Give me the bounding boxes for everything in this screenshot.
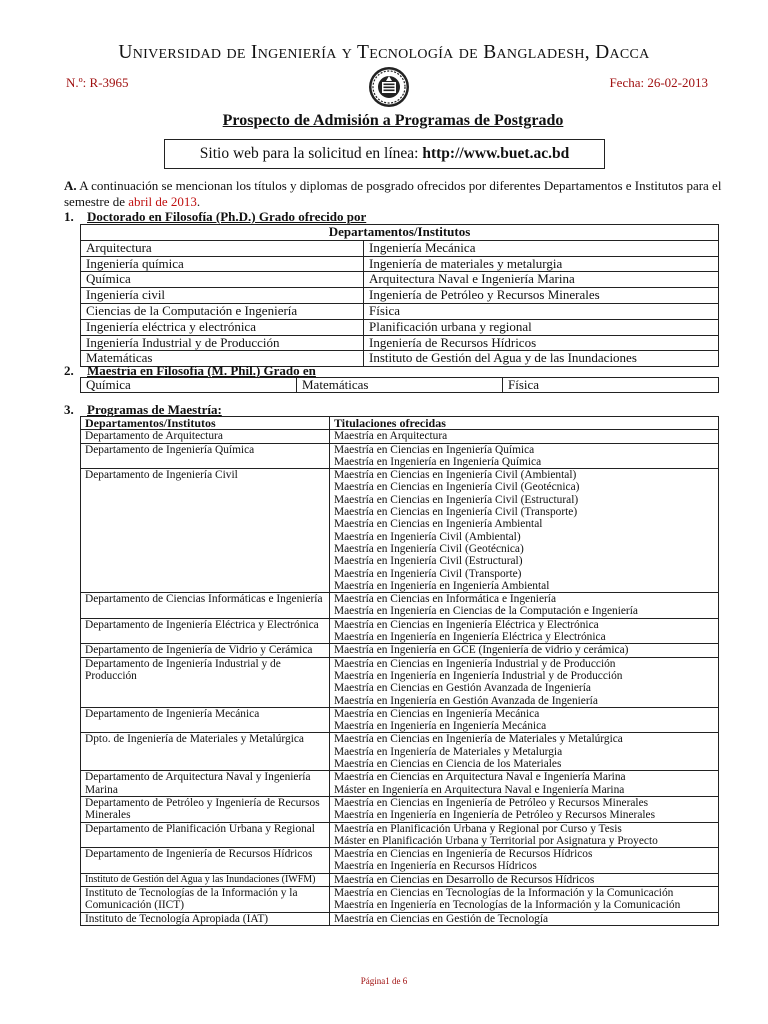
degree-item: Maestría en Ingeniería en Gestión Avanzada de Ingeniería [334,694,598,707]
section3-title: Programas de Maestría: [87,402,222,417]
table-row [81,707,719,733]
department-cell: Ingeniería de Recursos Hídricos [364,335,719,351]
degree-item: Maestría en Ciencias en Ingeniería Industrial y de Producción [334,657,616,670]
department-cell: Matemáticas [81,351,364,367]
university-seal-icon [368,66,410,108]
table-row [81,657,719,707]
department-cell: Departamento de Ingeniería Eléctrica y Electrónica [81,618,330,644]
degrees-cell [330,469,719,593]
table-row [81,822,719,848]
department-cell: Instituto de Tecnologías de la Información y la Comunicación (IICT) [81,886,330,912]
department-cell: Química [81,272,364,288]
degree-item: Maestría en Ingeniería en Ingeniería Industrial y de Producción [334,669,623,682]
table-row [81,912,719,925]
page-footer: Página1 de 6 [360,976,408,986]
table-row [81,272,719,288]
degree-item: Maestría en Ingeniería en Ingeniería Mecánica [334,720,547,733]
table-row [81,644,719,657]
masters-col-departments: Departamentos/Institutos [81,417,330,430]
degrees-cell [330,912,719,925]
degree-item: Maestría en Ciencias en Ingeniería Civil (Geotécnica) [334,481,580,494]
section1-heading [64,209,366,225]
table-row [81,469,719,593]
degree-item: Maestría en Ingeniería en Ingeniería Eléctrica y Electrónica [334,631,606,644]
department-cell: Ingeniería Mecánica [364,240,719,256]
section1-number: 1. [64,209,74,224]
department-cell: Departamento de Arquitectura [81,430,330,443]
department-cell: Departamento de Arquitectura Naval y Ingeniería Marina [81,771,330,797]
degree-item: Maestría en Ingeniería en Ingeniería de Petróleo y Recursos Minerales [334,809,656,822]
section2-number: 2. [64,363,74,378]
website-box [164,139,605,169]
table-row [81,256,719,272]
masters-col-degrees: Titulaciones ofrecidas [330,417,719,430]
department-cell: Arquitectura [81,240,364,256]
degree-item: Maestría en Ingeniería Civil (Estructural) [334,555,523,568]
intro-letter: A. [64,178,77,193]
mphil-cell: Física [503,378,719,393]
section1-title: Doctorado en Filosofía (Ph.D.) Grado ofrecido por [87,209,367,224]
department-cell: Departamento de Ciencias Informáticas e Ingeniería [81,593,330,619]
degree-item: Maestría en Ciencias en Desarrollo de Recursos Hídricos [334,873,595,886]
degrees-cell [330,771,719,797]
degree-item: Máster en Planificación Urbana y Territorial por Asignatura y Proyecto [334,834,658,847]
table-row [81,430,719,443]
degree-item: Máster en Ingeniería en Arquitectura Naval e Ingeniería Marina [334,783,625,796]
degrees-cell [330,618,719,644]
department-cell: Departamento de Petróleo y Ingeniería de Recursos Minerales [81,796,330,822]
department-cell: Instituto de Gestión del Agua y de las Inundaciones [364,351,719,367]
table-row [81,618,719,644]
website-url[interactable]: http://www.buet.ac.bd [422,145,570,162]
degrees-cell [330,430,719,443]
masters-programs-table [80,416,719,926]
department-cell: Ciencias de la Computación e Ingeniería [81,303,364,319]
intro-text: A continuación se mencionan los títulos y diplomas de posgrado ofrecidos por diferentes Departamentos e Institutos para el semestre de [64,178,722,209]
degree-item: Maestría en Ciencias en Ingeniería de Materiales y Metalúrgica [334,733,623,746]
degree-item: Maestría en Ciencias en Ingeniería Civil (Estructural) [334,493,579,506]
table-row [81,796,719,822]
department-cell: Arquitectura Naval e Ingeniería Marina [364,272,719,288]
degree-item: Maestría en Ingeniería en Ciencias de la Computación e Ingeniería [334,605,638,618]
degree-item: Maestría en Ingeniería Civil (Transporte) [334,567,522,580]
degree-item: Maestría en Ciencias en Ingeniería Ambiental [334,518,543,531]
phd-table-header: Departamentos/Institutos [81,225,719,241]
degree-item: Maestría en Ingeniería en Recursos Hídricos [334,860,537,873]
department-cell: Departamento de Ingeniería de Recursos Hídricos [81,848,330,874]
degree-item: Maestría en Ingeniería de Materiales y Metalurgia [334,745,563,758]
university-name: Universidad de Ingeniería y Tecnología de Bangladesh, Dacca [118,42,650,63]
phd-departments-table [80,224,719,367]
intro-semester: abril de 2013 [128,193,197,209]
degree-item: Maestría en Ciencias en Ingeniería Química [334,443,535,456]
department-cell: Departamento de Ingeniería de Vidrio y Cerámica [81,644,330,657]
department-cell: Ingeniería de Petróleo y Recursos Minerales [364,288,719,304]
degree-item: Maestría en Ingeniería Civil (Geotécnica) [334,542,524,555]
degree-item: Maestría en Ciencias en Ingeniería Civil (Transporte) [334,506,578,519]
degrees-cell [330,822,719,848]
degree-item: Maestría en Ciencias en Arquitectura Naval e Ingeniería Marina [334,771,626,784]
degree-item: Maestría en Ciencias en Tecnologías de la Información y la Comunicación [334,886,674,899]
degree-item: Maestría en Ciencias en Ingeniería de Recursos Hídricos [334,848,593,861]
department-cell: Física [364,303,719,319]
degree-item: Maestría en Ciencias en Ingeniería Civil (Ambiental) [334,469,577,482]
degree-item: Maestría en Ciencias en Ciencia de los Materiales [334,758,562,771]
degree-item: Maestría en Ciencias en Ingeniería de Petróleo y Recursos Minerales [334,796,649,809]
degree-item: Maestría en Ciencias en Ingeniería Eléctrica y Electrónica [334,618,599,631]
table-row [81,303,719,319]
mphil-table [80,377,719,393]
degree-item: Maestría en Ingeniería Civil (Ambiental) [334,530,521,543]
degrees-cell [330,733,719,771]
degrees-cell [330,873,719,886]
department-cell: Departamento de Ingeniería Mecánica [81,707,330,733]
degrees-cell [330,796,719,822]
degree-item: Maestría en Ciencias en Ingeniería Mecánica [334,707,540,720]
department-cell: Ingeniería civil [81,288,364,304]
table-row [81,886,719,912]
mphil-cell: Matemáticas [297,378,503,393]
reference-number: N.º: R-3965 [66,75,129,90]
degree-item: Maestría en Ingeniería en GCE (Ingeniería de vidrio y cerámica) [334,644,629,657]
table-row [81,771,719,797]
table-row [81,288,719,304]
degree-item: Maestría en Arquitectura [334,430,448,443]
degrees-cell [330,443,719,469]
section3-number: 3. [64,402,74,417]
degree-item: Maestría en Ingeniería en Tecnologías de la Información y la Comunicación [334,899,681,912]
table-row [81,319,719,335]
degree-item: Maestría en Ciencias en Gestión Avanzada de Ingeniería [334,682,591,695]
mphil-cell: Química [81,378,297,393]
degrees-cell [330,644,719,657]
issue-date: Fecha: 26-02-2013 [609,75,708,90]
table-row [81,240,719,256]
department-cell: Ingeniería eléctrica y electrónica [81,319,364,335]
table-row [81,593,719,619]
degree-item: Maestría en Ingeniería en Ingeniería Química [334,455,542,468]
document-title: Prospecto de Admisión a Programas de Postgrado [222,112,564,129]
degree-item: Maestría en Ciencias en Gestión de Tecnología [334,912,549,925]
department-cell: Ingeniería química [81,256,364,272]
degree-item: Maestría en Planificación Urbana y Regional por Curso y Tesis [334,822,622,835]
department-cell: Instituto de Tecnología Apropiada (IAT) [81,912,330,925]
department-cell: Instituto de Gestión del Agua y las Inundaciones (IWFM) [81,873,330,886]
table-row [81,443,719,469]
degrees-cell [330,707,719,733]
table-row [81,733,719,771]
degrees-cell [330,657,719,707]
department-cell: Departamento de Ingeniería Civil [81,469,330,593]
intro-end: . [196,193,201,209]
table-row [81,335,719,351]
website-label: Sitio web para la solicitud en línea: [199,145,419,162]
degree-item: Maestría en Ingeniería en Ingeniería Ambiental [334,579,550,592]
department-cell: Departamento de Ingeniería Química [81,443,330,469]
degrees-cell [330,593,719,619]
department-cell: Departamento de Planificación Urbana y Regional [81,822,330,848]
degrees-cell [330,848,719,874]
degree-item: Maestría en Ciencias en Informática e Ingeniería [334,593,557,606]
section2-title: Maestría en Filosofía (M. Phil.) Grado en [87,363,316,378]
degrees-cell [330,886,719,912]
department-cell: Ingeniería de materiales y metalurgia [364,256,719,272]
department-cell: Planificación urbana y regional [364,319,719,335]
department-cell: Departamento de Ingeniería Industrial y de Producción [81,657,330,707]
department-cell: Dpto. de Ingeniería de Materiales y Metalúrgica [81,733,330,771]
table-row [81,873,719,886]
table-row [81,848,719,874]
intro-paragraph [64,178,724,209]
department-cell: Ingeniería Industrial y de Producción [81,335,364,351]
